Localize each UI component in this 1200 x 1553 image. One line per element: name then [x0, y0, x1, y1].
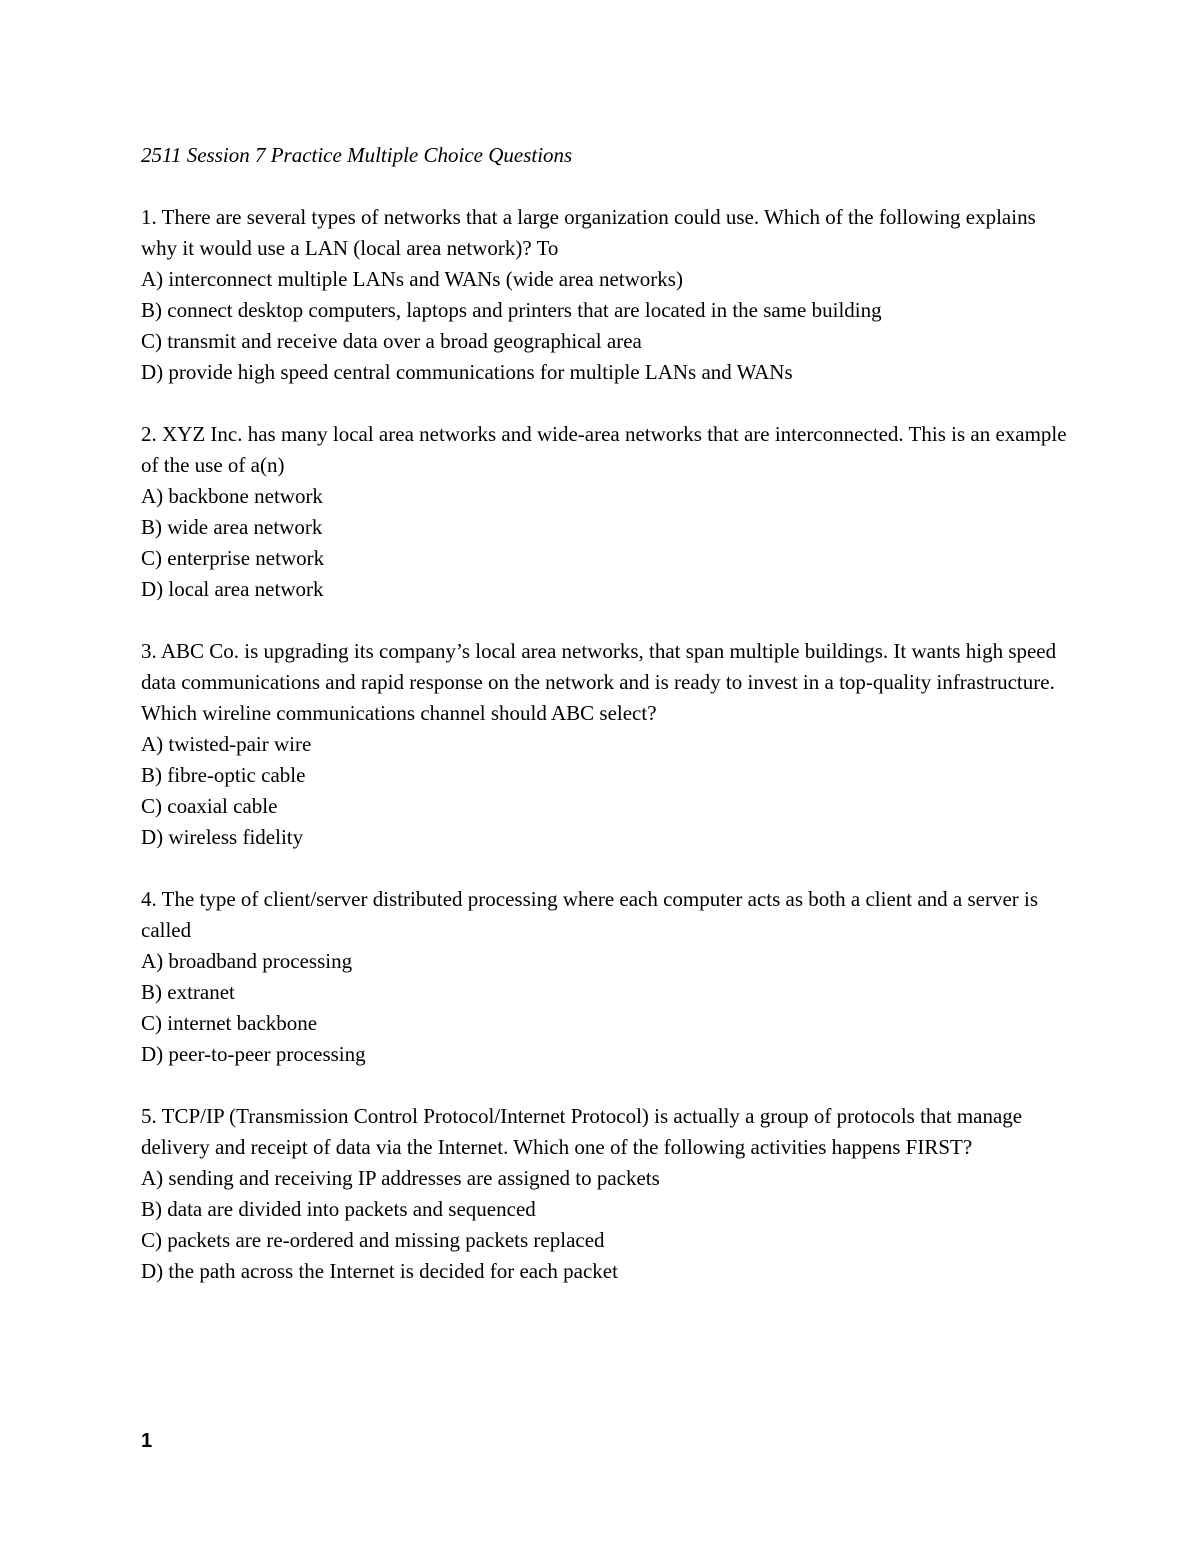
page-number: 1	[141, 1430, 153, 1452]
question-stem: 3. ABC Co. is upgrading its company’s local area networks, that span multiple buildings. It wants high speed data communications and rapid response on the network and is ready to invest in a top-quality infrastructure. Which wireline communications channel should ABC select?	[141, 639, 1057, 725]
question-stem: 4. The type of client/server distributed processing where each computer acts as both a client and a server is called	[141, 887, 1039, 942]
question-stem: 2. XYZ Inc. has many local area networks and wide-area networks that are interconnected. This is an example of the use of a(n)	[141, 422, 1067, 477]
option-d: D) peer-to-peer processing	[141, 1042, 366, 1066]
option-c: C) internet backbone	[141, 1011, 318, 1035]
answer-options	[141, 264, 1071, 388]
page-content	[141, 140, 1071, 1318]
option-c: C) transmit and receive data over a broad geographical area	[141, 329, 642, 353]
answer-options	[141, 729, 1071, 853]
option-b: B) fibre-optic cable	[141, 763, 306, 787]
option-d: D) wireless fidelity	[141, 825, 304, 849]
option-c: C) coaxial cable	[141, 794, 278, 818]
option-a: A) sending and receiving IP addresses are assigned to packets	[141, 1166, 660, 1190]
option-c: C) packets are re-ordered and missing packets replaced	[141, 1228, 605, 1252]
option-a: A) broadband processing	[141, 949, 353, 973]
option-d: D) the path across the Internet is decided for each packet	[141, 1259, 618, 1283]
option-d: D) local area network	[141, 577, 324, 601]
question-1	[141, 202, 1071, 388]
answer-options	[141, 481, 1071, 605]
option-a: A) interconnect multiple LANs and WANs (wide area networks)	[141, 267, 683, 291]
option-c: C) enterprise network	[141, 546, 325, 570]
option-a: A) backbone network	[141, 484, 323, 508]
answer-options	[141, 946, 1071, 1070]
option-b: B) connect desktop computers, laptops and printers that are located in the same building	[141, 298, 882, 322]
question-4	[141, 884, 1071, 1070]
option-a: A) twisted-pair wire	[141, 732, 312, 756]
question-2	[141, 419, 1071, 605]
question-stem: 5. TCP/IP (Transmission Control Protocol/Internet Protocol) is actually a group of protocols that manage delivery and receipt of data via the Internet. Which one of the following activities happens FIRST?	[141, 1104, 1023, 1159]
option-b: B) extranet	[141, 980, 235, 1004]
option-d: D) provide high speed central communications for multiple LANs and WANs	[141, 360, 793, 384]
answer-options	[141, 1163, 1071, 1287]
document-title: 2511 Session 7 Practice Multiple Choice Questions	[141, 143, 573, 167]
option-b: B) wide area network	[141, 515, 323, 539]
question-3	[141, 636, 1071, 853]
question-5	[141, 1101, 1071, 1287]
option-b: B) data are divided into packets and sequenced	[141, 1197, 536, 1221]
question-stem: 1. There are several types of networks that a large organization could use. Which of the following explains why it would use a LAN (local area network)? To	[141, 205, 1036, 260]
